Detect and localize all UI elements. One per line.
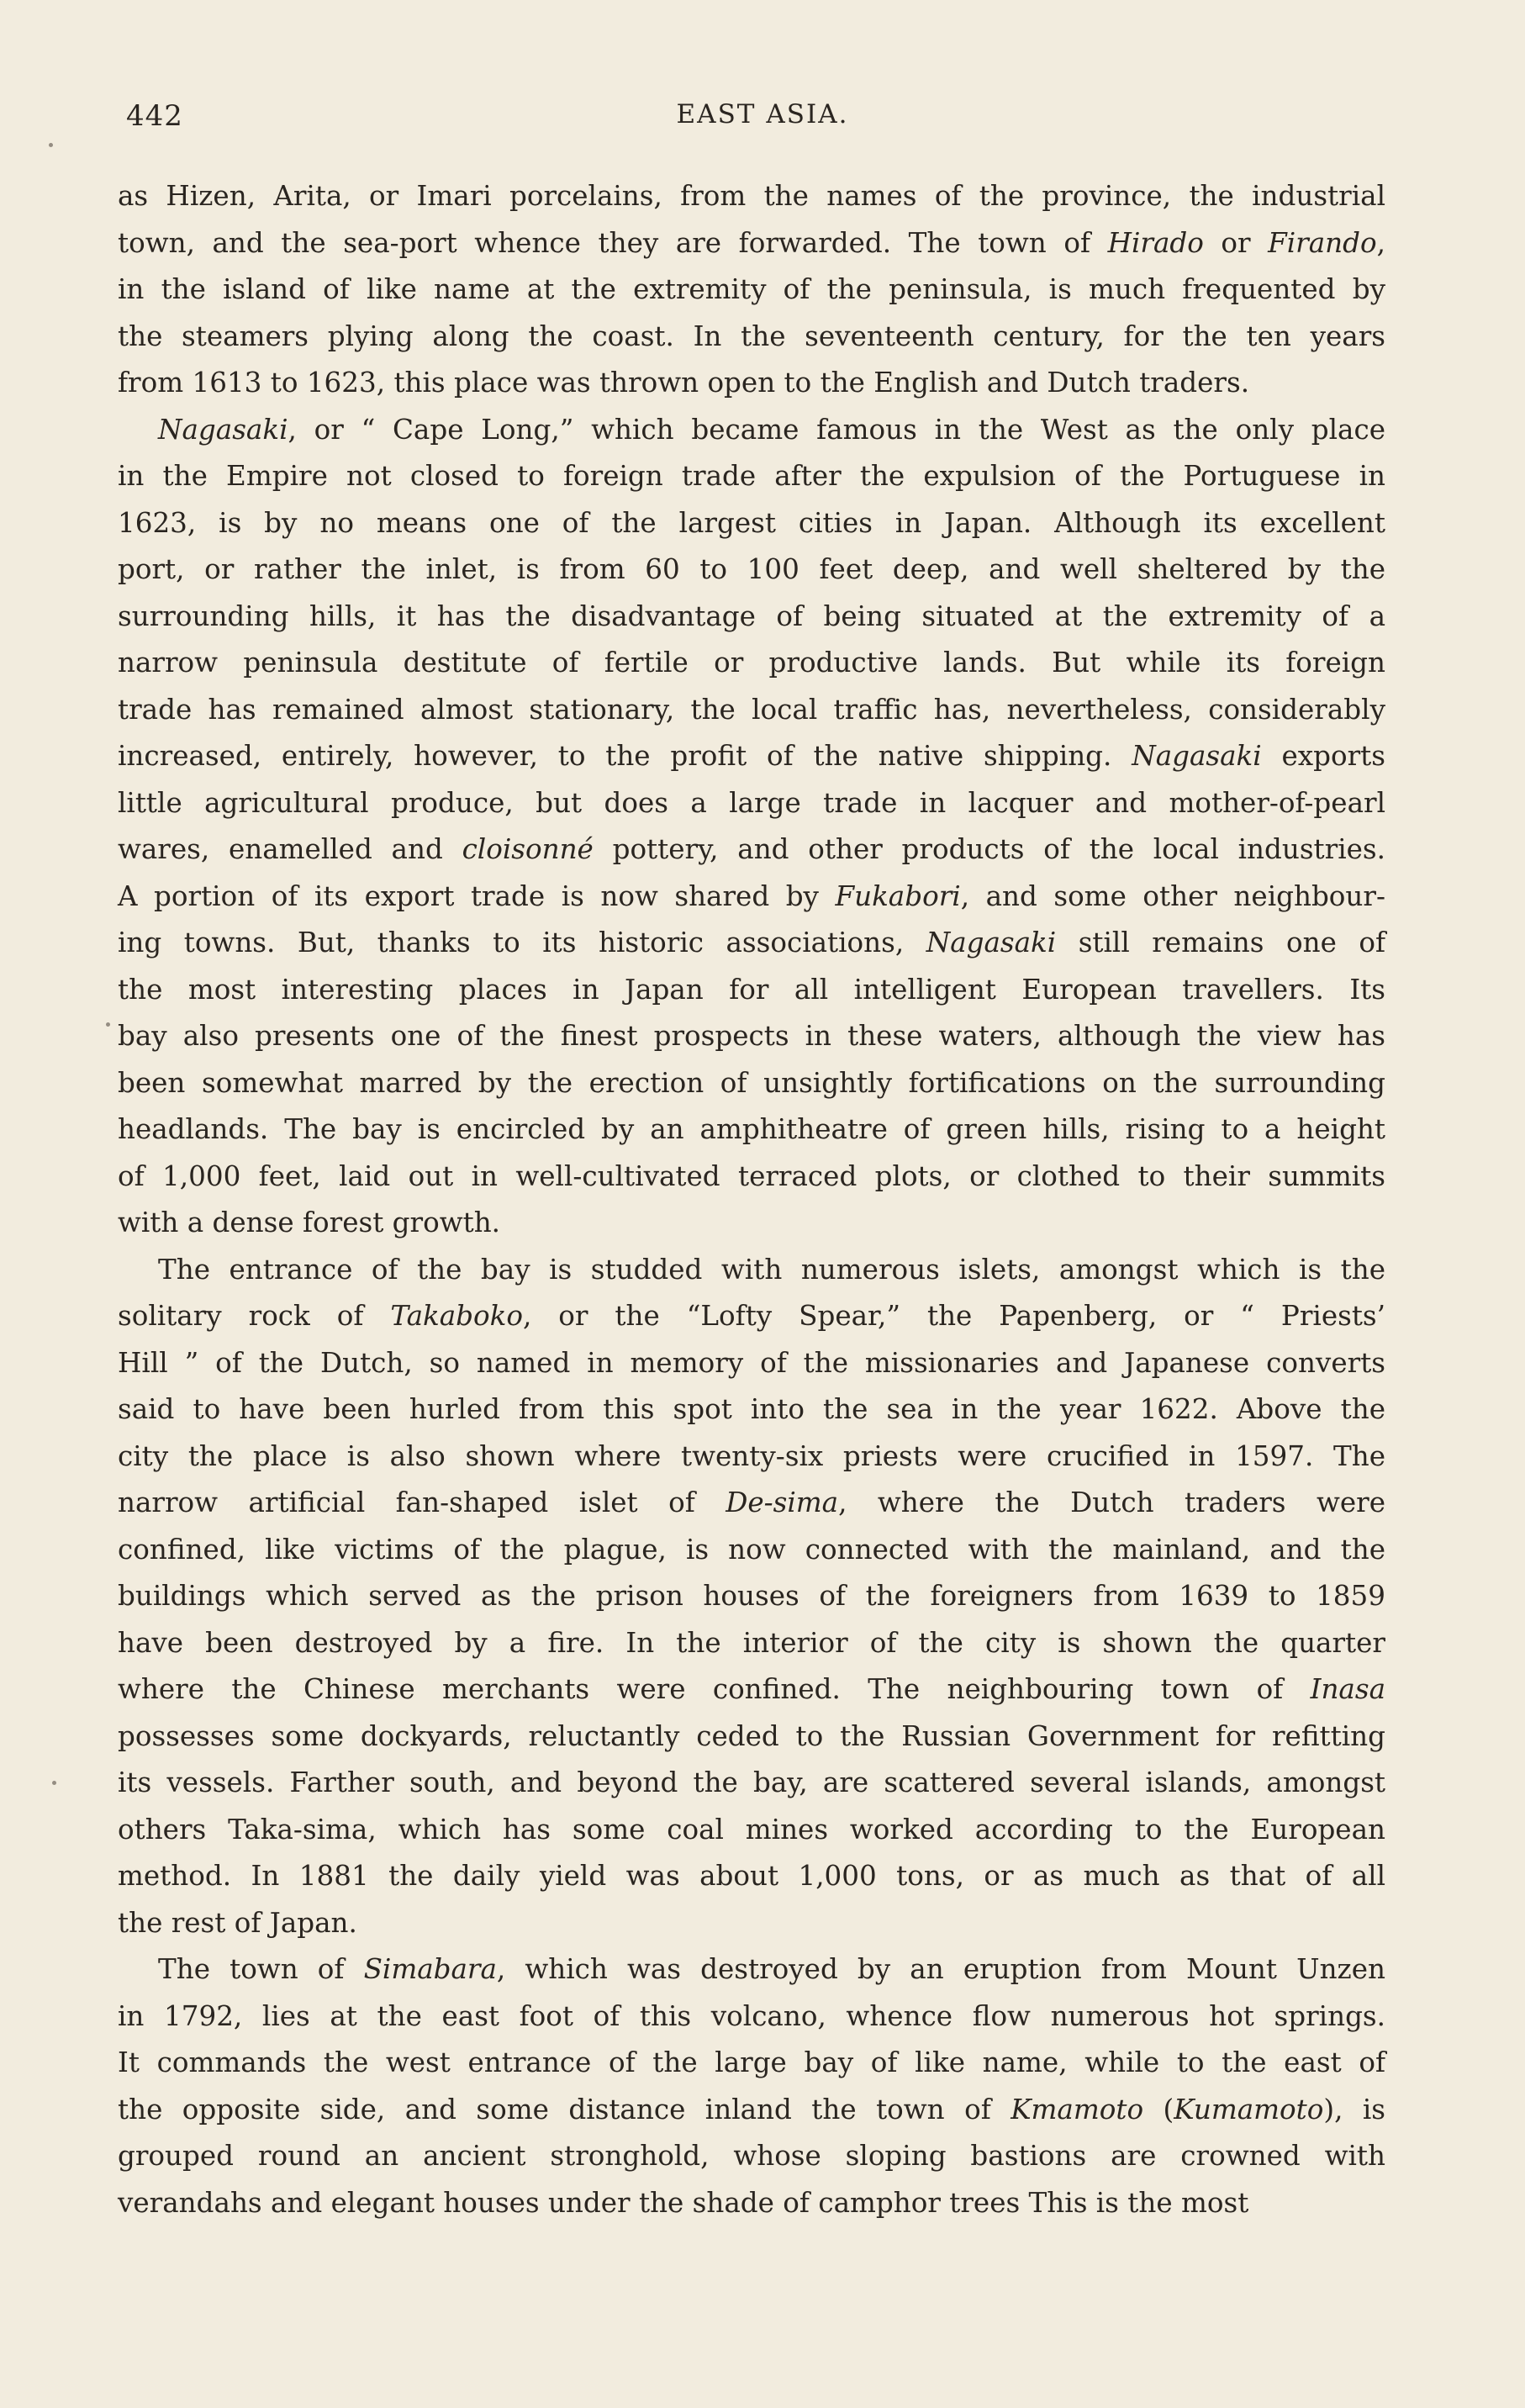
paragraph xyxy=(118,1247,1385,1947)
paper-speck xyxy=(49,143,53,147)
text-line: It commands the west entrance of the large bay of like name, while to the east of xyxy=(118,2046,1385,2078)
body-text xyxy=(118,173,1385,2226)
text-line: bay also presents one of the finest prospects in these waters, although the view has xyxy=(118,1020,1385,1052)
text-line: with a dense forest growth. xyxy=(118,1207,501,1238)
text-line: method. In 1881 the daily yield was about 1,000 tons, or as much as that of all xyxy=(118,1860,1385,1892)
page-number: 442 xyxy=(126,99,183,133)
text-line: said to have been hurled from this spot into the sea in the year 1622. Above the xyxy=(118,1393,1385,1425)
text-line: verandahs and elegant houses under the shade of camphor trees This is the most xyxy=(118,2186,1249,2219)
text-line: of 1,000 feet, laid out in well-cultivated terraced plots, or clothed to their summits xyxy=(118,1159,1385,1192)
text-line: A portion of its export trade is now shared by Fukabori, and some other neighbour- xyxy=(118,879,1385,912)
text-line: grouped round an ancient stronghold, whose sloping bastions are crowned with xyxy=(118,2140,1385,2172)
paper-speck xyxy=(106,1022,110,1027)
paper-speck xyxy=(52,1781,56,1785)
text-line: port, or rather the inlet, is from 60 to 100 feet deep, and well sheltered by the xyxy=(118,553,1385,585)
text-line: little agricultural produce, but does a large trade in lacquer and mother-of-pearl xyxy=(118,786,1385,819)
text-line: confined, like victims of the plague, is now connected with the mainland, and the xyxy=(118,1533,1385,1566)
text-line: narrow peninsula destitute of fertile or productive lands. But while its foreign xyxy=(118,647,1385,679)
text-line: have been destroyed by a fire. In the interior of the city is shown the quarter xyxy=(118,1626,1385,1659)
text-line: as Hizen, Arita, or Imari porcelains, from the names of the province, the industrial xyxy=(118,180,1385,212)
text-line: where the Chinese merchants were confined. The neighbouring town of Inasa xyxy=(118,1673,1385,1705)
text-line: Nagasaki, or “ Cape Long,” which became famous in the West as the only place xyxy=(158,413,1385,446)
text-line: increased, entirely, however, to the profit of the native shipping. Nagasaki exports xyxy=(118,740,1385,772)
text-line: wares, enamelled and cloisonné pottery, and other products of the local industries. xyxy=(118,833,1385,865)
text-line: narrow artificial fan-shaped islet of De-sima, where the Dutch traders were xyxy=(118,1487,1385,1518)
text-line: others Taka-sima, which has some coal mines worked according to the European xyxy=(118,1813,1385,1846)
text-line: in the island of like name at the extremity of the peninsula, is much frequented by xyxy=(118,273,1385,305)
text-line: town, and the sea-port whence they are forwarded. The town of Hirado or Firando, xyxy=(118,226,1385,259)
text-line: been somewhat marred by the erection of unsightly fortifications on the surrounding xyxy=(118,1066,1385,1099)
text-line: The town of Simabara, which was destroyed by an eruption from Mount Unzen xyxy=(158,1953,1385,1985)
text-line: ing towns. But, thanks to its historic associations, Nagasaki still remains one of xyxy=(118,927,1385,958)
text-line: The entrance of the bay is studded with numerous islets, amongst which is the xyxy=(158,1253,1385,1286)
text-line: from 1613 to 1623, this place was thrown open to the English and Dutch traders. xyxy=(118,367,1250,399)
text-line: headlands. The bay is encircled by an amphitheatre of green hills, rising to a height xyxy=(118,1113,1385,1145)
page-header xyxy=(0,99,1525,140)
text-line: 1623, is by no means one of the largest cities in Japan. Although its excellent xyxy=(118,506,1385,539)
text-line: trade has remained almost stationary, the local traffic has, nevertheless, considerably xyxy=(118,693,1385,726)
text-line: the most interesting places in Japan for all intelligent European travellers. Its xyxy=(118,973,1385,1006)
text-line: surrounding hills, it has the disadvantage of being situated at the extremity of a xyxy=(118,599,1385,632)
text-line: its vessels. Farther south, and beyond the bay, are scattered several islands, amongst xyxy=(118,1766,1385,1798)
text-line: the opposite side, and some distance inland the town of Kmamoto (Kumamoto), is xyxy=(118,2093,1386,2125)
text-line: buildings which served as the prison houses of the foreigners from 1639 to 1859 xyxy=(118,1580,1385,1612)
text-line: possesses some dockyards, reluctantly ceded to the Russian Government for refitting xyxy=(118,1719,1385,1752)
text-line: in the Empire not closed to foreign trade after the expulsion of the Portuguese in xyxy=(118,460,1385,492)
paragraph xyxy=(118,1946,1385,2226)
text-line: the rest of Japan. xyxy=(118,1906,357,1939)
text-line: Hill ” of the Dutch, so named in memory of the missionaries and Japanese converts xyxy=(118,1346,1385,1379)
text-line: the steamers plying along the coast. In the seventeenth century, for the ten years xyxy=(118,319,1385,352)
text-line: solitary rock of Takaboko, or the “Lofty Spear,” the Papenberg, or “ Priests’ xyxy=(118,1300,1385,1332)
running-head: EAST ASIA. xyxy=(676,99,849,129)
paragraph xyxy=(118,173,1385,407)
text-line: city the place is also shown where twenty-six priests were crucified in 1597. The xyxy=(118,1439,1385,1472)
text-line: in 1792, lies at the east foot of this volcano, whence flow numerous hot springs. xyxy=(118,1999,1385,2032)
paragraph xyxy=(118,407,1385,1247)
